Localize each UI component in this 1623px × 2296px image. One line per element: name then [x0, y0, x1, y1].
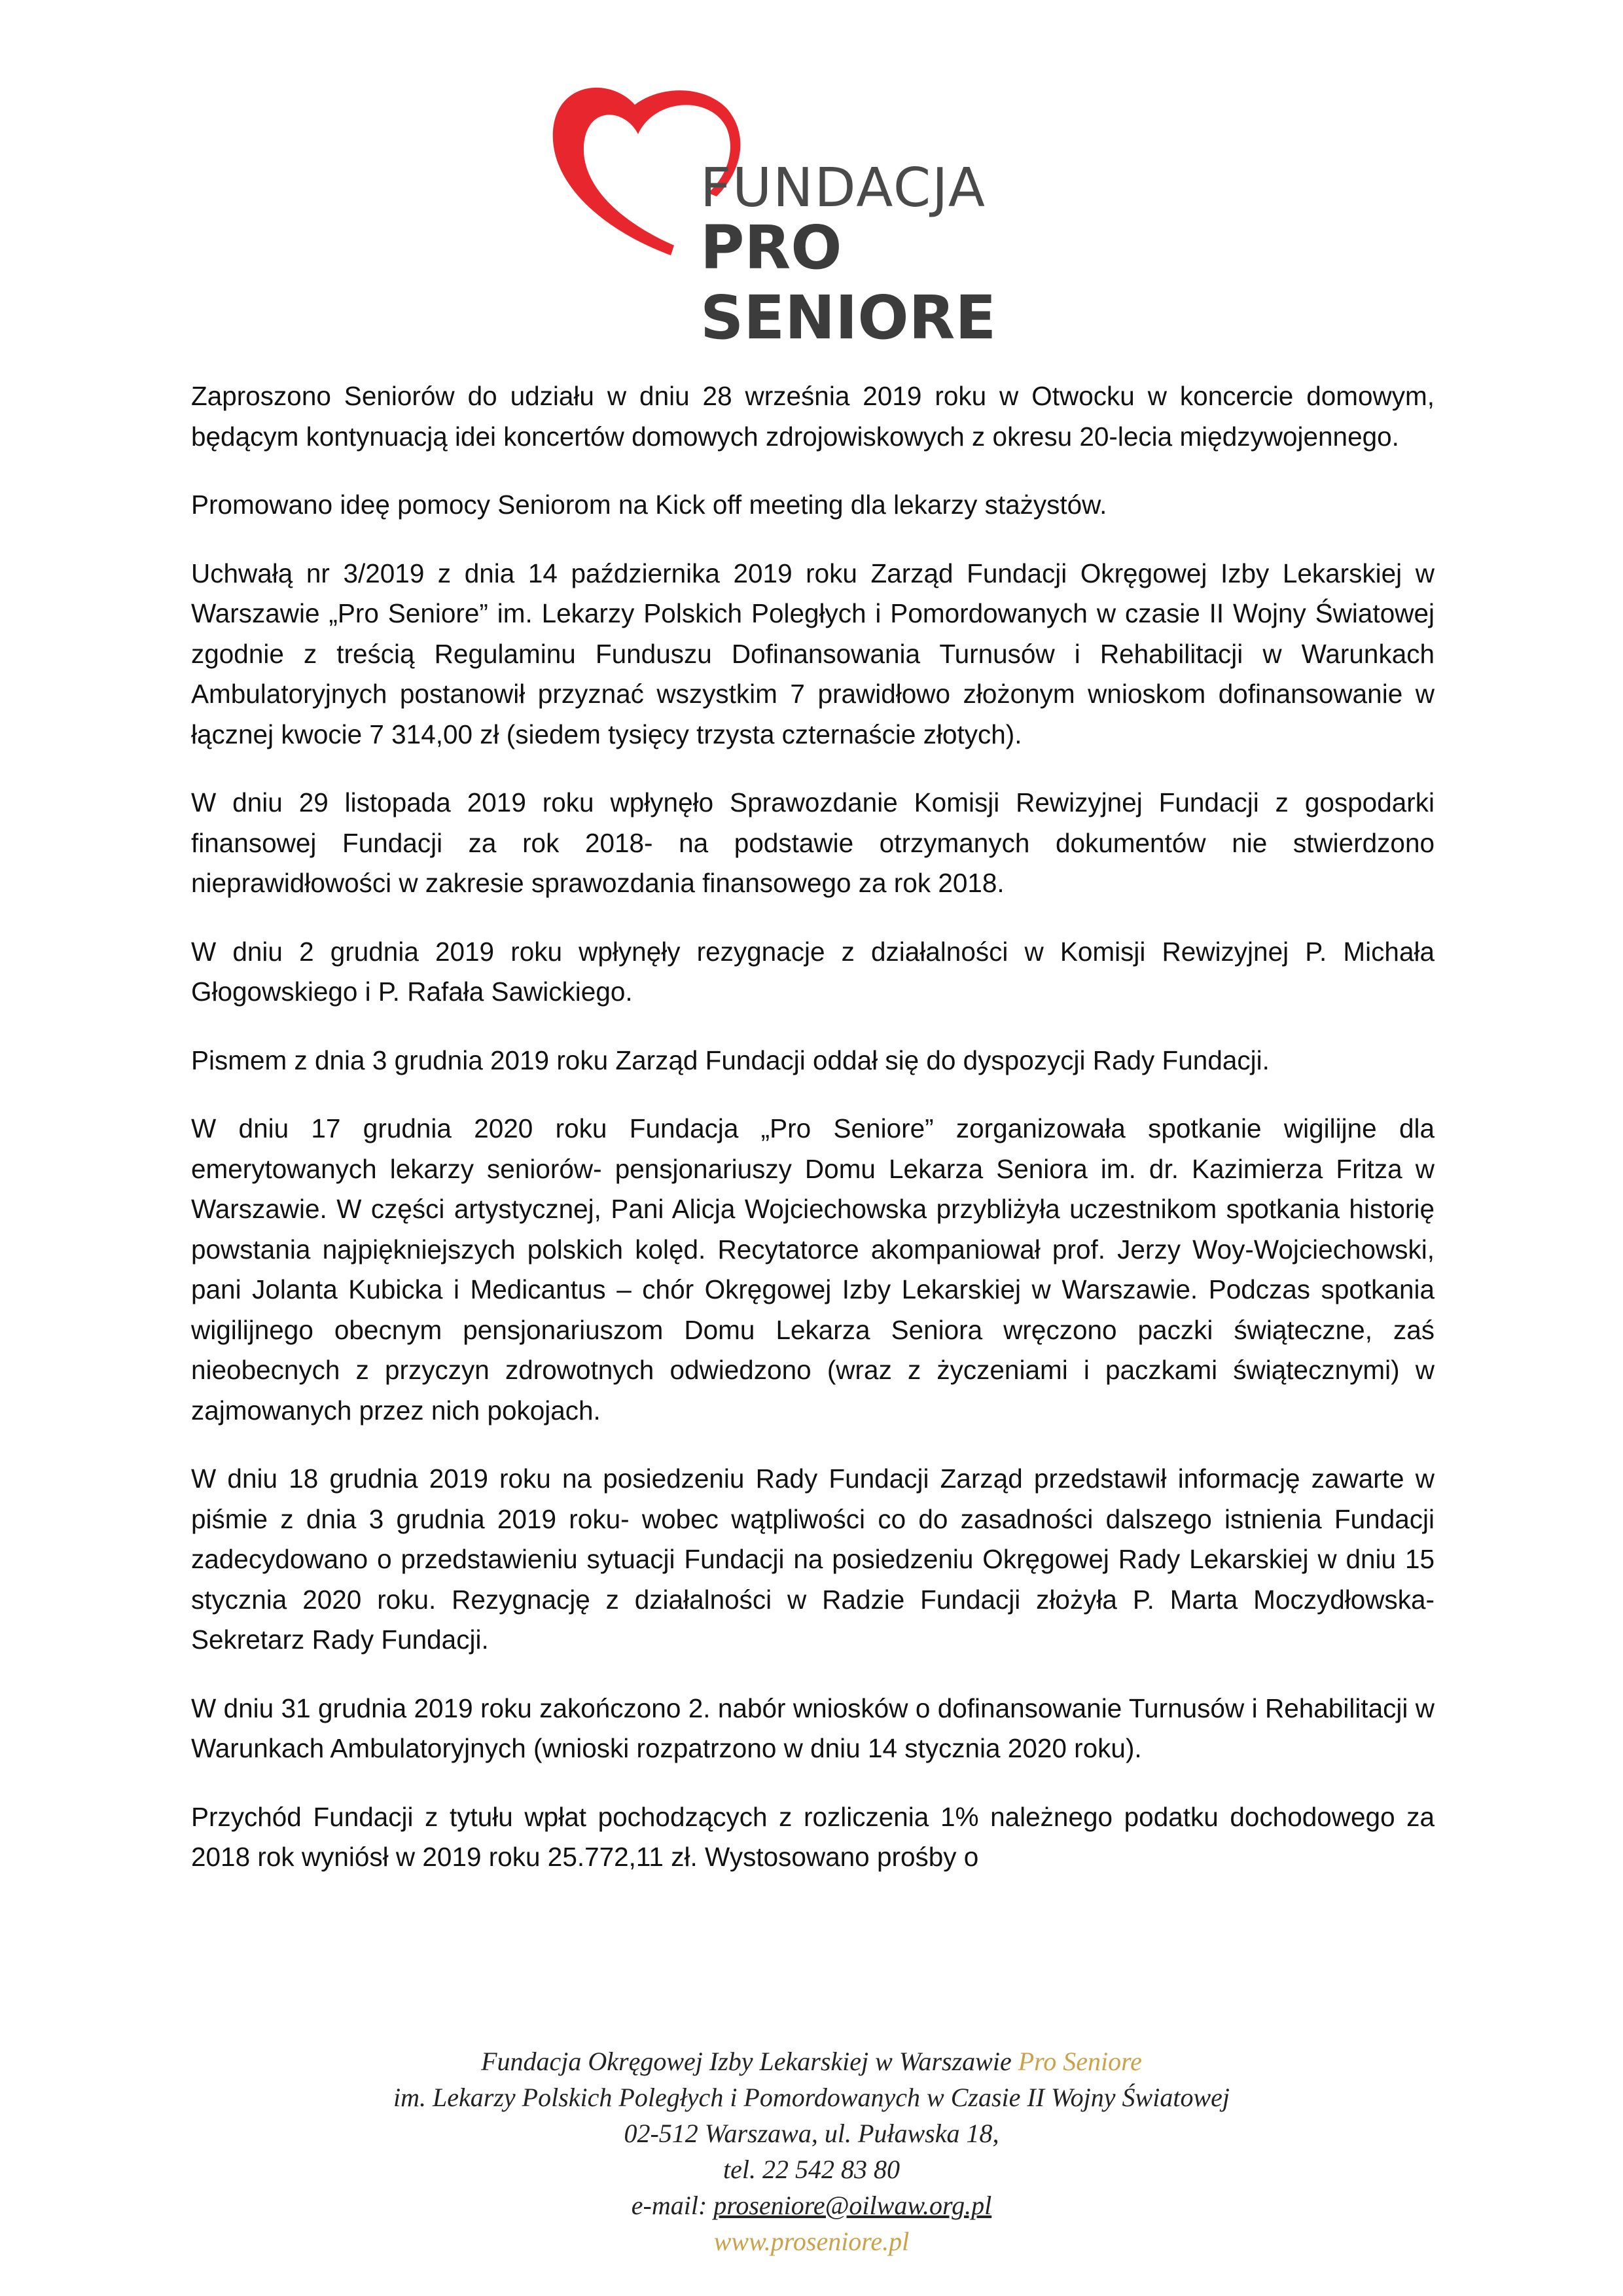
- footer-phone: tel. 22 542 83 80: [723, 2155, 900, 2184]
- footer-foundation-dedication: im. Lekarzy Polskich Poległych i Pomordowanych w Czasie II Wojny Światowej: [393, 2083, 1230, 2112]
- paragraph-applications: W dniu 31 grudnia 2019 roku zakończono 2. nabór wniosków o dofinansowanie Turnusów i Rehabilitacji w Warunkach Ambulatoryjnych (wnioski rozpatrzono w dniu 14 stycznia 2020 roku).: [191, 1693, 1435, 1763]
- paragraph-council-meeting: W dniu 18 grudnia 2019 roku na posiedzeniu Rady Fundacji Zarząd przedstawił informację zawarte w piśmie z dnia 3 grudnia 2019 roku- wobec wątpliwości co do zasadności dalszego istnienia Fundacji zadecydowano o przedstawieniu sytuacji Fundacji na posiedzeniu Okręgowej Rady Lekarskiej w dniu 15 stycznia 2020 roku. Rezygnację z działalności w Radzie Fundacji złożyła P. Marta Moczydłowska- Sekretarz Rady Fundacji.: [191, 1463, 1435, 1655]
- logo-line-pro-seniore: PRO SENIORE: [700, 213, 997, 353]
- footer-name-prefix: Fundacja Okręgowej Izby Lekarskiej w Warszawie: [481, 2047, 1018, 2076]
- footer-email-line: [0, 2187, 1623, 2223]
- footer-foundation-name: [0, 2043, 1623, 2079]
- paragraph-tax-income: Przychód Fundacji z tytułu wpłat pochodzących z rozliczenia 1% należnego podatku dochodowego za 2018 rok wyniósł w 2019 roku 25.772,11 zł. Wystosowano prośby o: [191, 1801, 1435, 1872]
- document-body: [191, 376, 1435, 1906]
- logo-line-fundacja: FUNDACJA: [700, 157, 986, 219]
- paragraph-kickoff: Promowano ideę pomocy Seniorom na Kick off meeting dla lekarzy stażystów.: [191, 490, 1107, 520]
- paragraph-christmas-meeting: W dniu 17 grudnia 2020 roku Fundacja „Pro Seniore” zorganizowała spotkanie wigilijne dla emerytowanych lekarzy seniorów- pensjonariuszy Domu Lekarza Seniora im. dr. Kazimierza Fritza w Warszawie. W części artystycznej, Pani Alicja Wojciechowska przybliżyła uczestnikom spotkania historię powstania najpiękniejszych polskich kolęd. Recytatorce akompaniował prof. Jerzy Woy-Wojciechowski, pani Jolanta Kubicka i Medicantus – chór Okręgowej Izby Lekarskiej w Warszawie. Podczas spotkania wigilijnego obecnym pensjonariuszom Domu Lekarza Seniora wręczono paczki świąteczne, zaś nieobecnych z przyczyn zdrowotnych odwiedzono (wraz z życzeniami i paczkami świątecznymi) w zajmowanych przez nich pokojach.: [191, 1113, 1435, 1426]
- footer-website-link[interactable]: www.proseniore.pl: [713, 2227, 910, 2256]
- letterhead-footer: [0, 2043, 1623, 2259]
- footer-email-label: e-mail:: [631, 2191, 714, 2220]
- paragraph-resignations: W dniu 2 grudnia 2019 roku wpłynęły rezygnacje z działalności w Komisji Rewizyjnej P. Michała Głogowskiego i P. Rafała Sawickiego.: [191, 936, 1435, 1007]
- footer-name-gold: Pro Seniore: [1018, 2047, 1142, 2076]
- paragraph-audit-report: W dniu 29 listopada 2019 roku wpłynęło Sprawozdanie Komisji Rewizyjnej Fundacji z gospodarki finansowej Fundacji za rok 2018- na podstawie otrzymanych dokumentów nie stwierdzono nieprawidłowości w zakresie sprawozdania finansowego za rok 2018.: [191, 787, 1435, 898]
- footer-address: 02-512 Warszawa, ul. Puławska 18,: [624, 2119, 999, 2148]
- foundation-logo: [537, 79, 1126, 353]
- footer-email-link[interactable]: proseniore@oilwaw.org.pl: [713, 2191, 992, 2220]
- paragraph-concert: Zaproszono Seniorów do udziału w dniu 28 września 2019 roku w Otwocku w koncercie domowym, będącym kontynuacją idei koncertów domowych zdrojowiskowych z okresu 20-lecia międzywojennego.: [191, 381, 1435, 452]
- paragraph-board-letter: Pismem z dnia 3 grudnia 2019 roku Zarząd Fundacji oddał się do dyspozycji Rady Fundacji.: [191, 1045, 1270, 1075]
- paragraph-resolution: Uchwałą nr 3/2019 z dnia 14 października 2019 roku Zarząd Fundacji Okręgowej Izby Lekarskiej w Warszawie „Pro Seniore” im. Lekarzy Polskich Poległych i Pomordowanych w czasie II Wojny Światowej zgodnie z treścią Regulaminu Funduszu Dofinansowania Turnusów i Rehabilitacji w Warunkach Ambulatoryjnych postanowił przyznać wszystkim 7 prawidłowo złożonym wnioskom dofinansowanie w łącznej kwocie 7 314,00 zł (siedem tysięcy trzysta czternaście złotych).: [191, 558, 1435, 749]
